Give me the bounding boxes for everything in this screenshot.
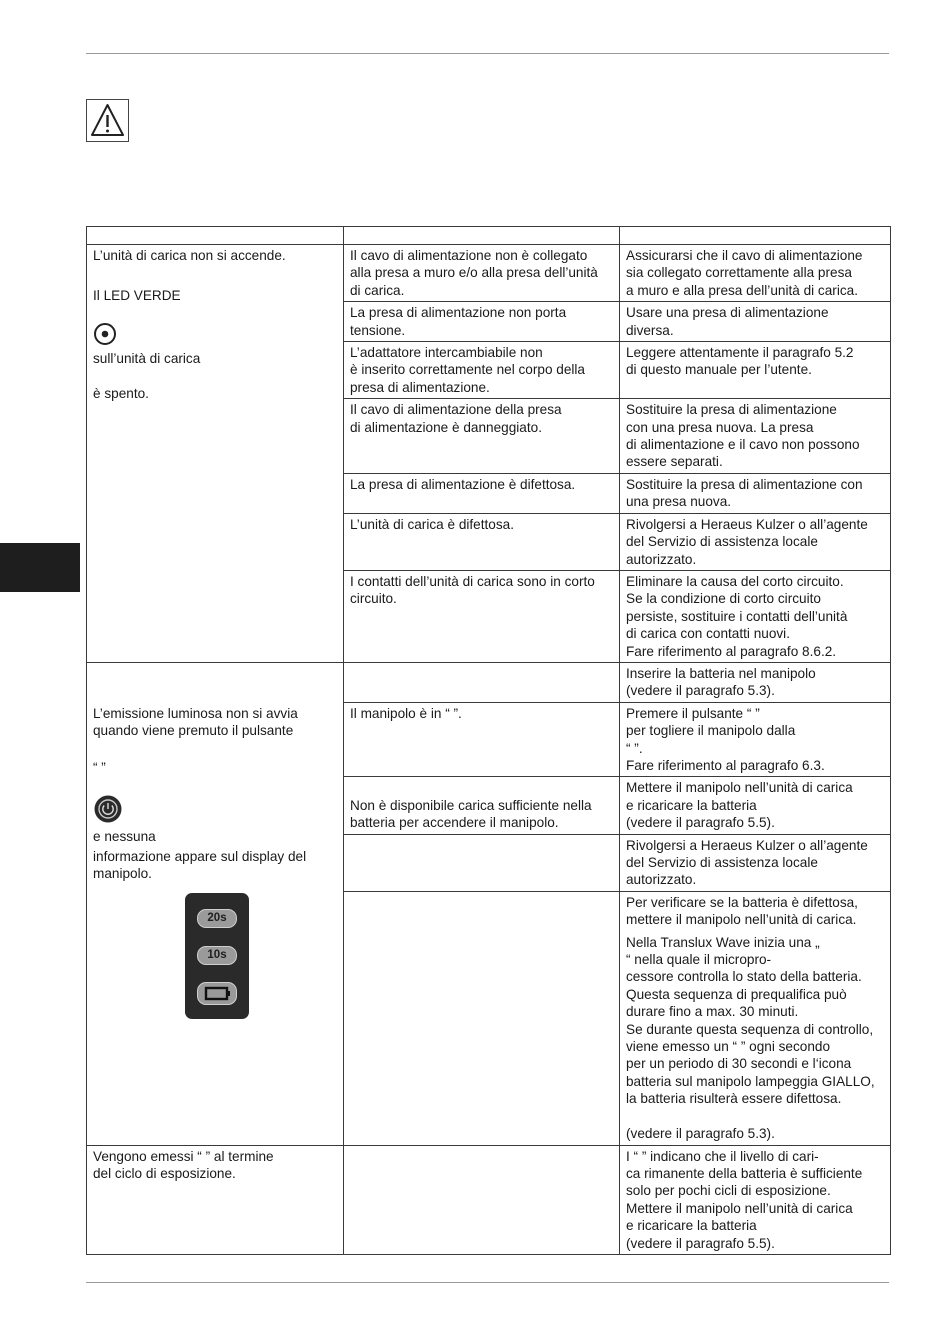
cause-cell bbox=[344, 513, 620, 570]
cause-cell bbox=[344, 702, 620, 777]
remedy-cell bbox=[620, 834, 891, 891]
cause-cell bbox=[344, 342, 620, 399]
header-cell bbox=[344, 227, 620, 245]
remedy-text: Nella Translux Wave inizia una „ “ nella quale il micropro- cessore controlla lo stato della batteria. Questa sequenza di prequalifica può durare fino a max. 30 minuti. Se durante questa sequenza di controllo, viene emesso un “ ” ogni secondo per un periodo di 30 secondi e l‘icona batteria sul manipolo lampeggia GIALLO, la batteria risulterà essere difettosa. (vedere il paragrafo 5.3). bbox=[626, 934, 875, 1142]
table-header-row bbox=[87, 227, 891, 245]
symptom-text: L’unità di carica non si accende. bbox=[93, 248, 286, 263]
cause-cell bbox=[344, 891, 620, 1145]
cause-cell bbox=[344, 777, 620, 834]
bottom-rule bbox=[86, 1282, 889, 1283]
symptom-text: e nessuna bbox=[93, 829, 156, 845]
table-row bbox=[87, 245, 891, 302]
symptom-text bbox=[93, 742, 338, 846]
top-rule bbox=[86, 53, 889, 54]
remedy-cell bbox=[620, 342, 891, 399]
symptom-text: informazione appare sul display del manipolo. bbox=[93, 848, 307, 882]
time-20s-indicator: 20s bbox=[197, 909, 237, 928]
warning-icon bbox=[86, 99, 129, 142]
symptom-text: sull’unità di carica bbox=[93, 351, 201, 367]
remedy-cell bbox=[620, 302, 891, 342]
cause-cell bbox=[344, 473, 620, 513]
remedy-text: Sostituire la presa di alimentazione con una presa nuova. bbox=[626, 476, 863, 510]
cause-text: Il manipolo è in “ ”. bbox=[350, 705, 462, 721]
cause-cell bbox=[344, 662, 620, 702]
symptom-cell bbox=[87, 662, 344, 1145]
cause-text: I contatti dell’unità di carica sono in corto circuito. bbox=[350, 573, 595, 607]
remedy-cell bbox=[620, 1145, 891, 1254]
remedy-text: Premere il pulsante “ ” per togliere il manipolo dalla “ ”. Fare riferimento al paragrafo 6.3. bbox=[626, 705, 825, 773]
cause-text: La presa di alimentazione non porta tensione. bbox=[350, 305, 567, 338]
remedy-text: Usare una presa di alimentazione diversa. bbox=[626, 305, 829, 338]
cause-text: L’unità di carica è difettosa. bbox=[350, 516, 514, 532]
symptom-text: “ ” bbox=[93, 760, 106, 776]
cause-text: Il cavo di alimentazione non è collegato alla presa a muro e/o alla presa dell’unità di carica. bbox=[350, 248, 598, 298]
cause-cell bbox=[344, 245, 620, 302]
table-row bbox=[87, 662, 891, 702]
symptom-cell bbox=[87, 245, 344, 663]
led-target-icon bbox=[93, 304, 117, 350]
remedy-cell bbox=[620, 777, 891, 834]
power-button-icon bbox=[93, 777, 123, 829]
remedy-text: Leggere attentamente il paragrafo 5.2 di questo manuale per l’utente. bbox=[626, 345, 854, 378]
remedy-cell bbox=[620, 473, 891, 513]
remedy-cell bbox=[620, 662, 891, 702]
remedy-text: Mettere il manipolo nell’unità di carica e ricaricare la batteria (vedere il paragrafo 5.5). bbox=[626, 780, 853, 831]
cause-text: La presa di alimentazione è difettosa. bbox=[350, 476, 576, 492]
remedy-cell bbox=[620, 702, 891, 777]
symptom-text: è spento. bbox=[93, 385, 149, 401]
cause-cell bbox=[344, 570, 620, 662]
remedy-cell bbox=[620, 891, 891, 1145]
symptom-text: L’emissione luminosa non si avvia quando viene premuto il pulsante bbox=[93, 705, 298, 739]
remedy-text: Eliminare la causa del corto circuito. Se la condizione di corto circuito persiste, sostituire i contatti dell’unità di carica con contatti nuovi. Fare riferimento al paragrafo 8.6.2. bbox=[626, 573, 848, 659]
remedy-text: Per verificare se la batteria è difettosa, mettere il manipolo nell’unità di carica. bbox=[626, 894, 858, 928]
remedy-text: I “ ” indicano che il livello di cari- ca rimanente della batteria è sufficiente solo per pochi cicli di esposizione. Mettere il manipolo nell’unità di carica e ricaricare la batteria (vedere il paragrafo 5.5). bbox=[626, 1148, 863, 1251]
battery-icon bbox=[197, 982, 237, 1005]
remedy-text: Assicurarsi che il cavo di alimentazione sia collegato correttamente alla presa a muro e alla presa dell’unità di carica. bbox=[626, 248, 863, 298]
symptom-text: Vengono emessi “ ” al termine del ciclo di esposizione. bbox=[93, 1148, 274, 1181]
table-row bbox=[87, 1145, 891, 1254]
remedy-text: Rivolgersi a Heraeus Kulzer o all’agente del Servizio di assistenza locale autorizzato. bbox=[626, 516, 868, 567]
remedy-cell bbox=[620, 399, 891, 474]
symptom-text bbox=[93, 269, 338, 402]
remedy-text: Inserire la batteria nel manipolo (vedere il paragrafo 5.3). bbox=[626, 665, 816, 699]
handpiece-display bbox=[185, 893, 249, 1019]
side-tab-marker bbox=[0, 543, 80, 592]
remedy-text: Sostituire la presa di alimentazione con una presa nuova. La presa di alimentazione e il cavo non possono essere separati. bbox=[626, 402, 860, 470]
cause-cell bbox=[344, 1145, 620, 1254]
cause-cell bbox=[344, 399, 620, 474]
cause-text: Il cavo di alimentazione della presa di alimentazione è danneggiato. bbox=[350, 402, 562, 435]
symptom-text: Il LED VERDE bbox=[93, 287, 181, 303]
remedy-cell bbox=[620, 570, 891, 662]
time-10s-indicator: 10s bbox=[197, 946, 237, 965]
cause-cell bbox=[344, 834, 620, 891]
troubleshooting-table bbox=[86, 226, 891, 1255]
remedy-cell bbox=[620, 513, 891, 570]
cause-text: L’adattatore intercambiabile non è inserito correttamente nel corpo della presa di alimentazione. bbox=[350, 345, 585, 395]
cause-cell bbox=[344, 302, 620, 342]
cause-text: Non è disponibile carica sufficiente nella batteria per accendere il manipolo. bbox=[350, 797, 592, 831]
remedy-cell bbox=[620, 245, 891, 302]
header-cell bbox=[620, 227, 891, 245]
remedy-text: Rivolgersi a Heraeus Kulzer o all’agente del Servizio di assistenza locale autorizzato. bbox=[626, 837, 868, 888]
header-cell bbox=[87, 227, 344, 245]
symptom-cell bbox=[87, 1145, 344, 1254]
